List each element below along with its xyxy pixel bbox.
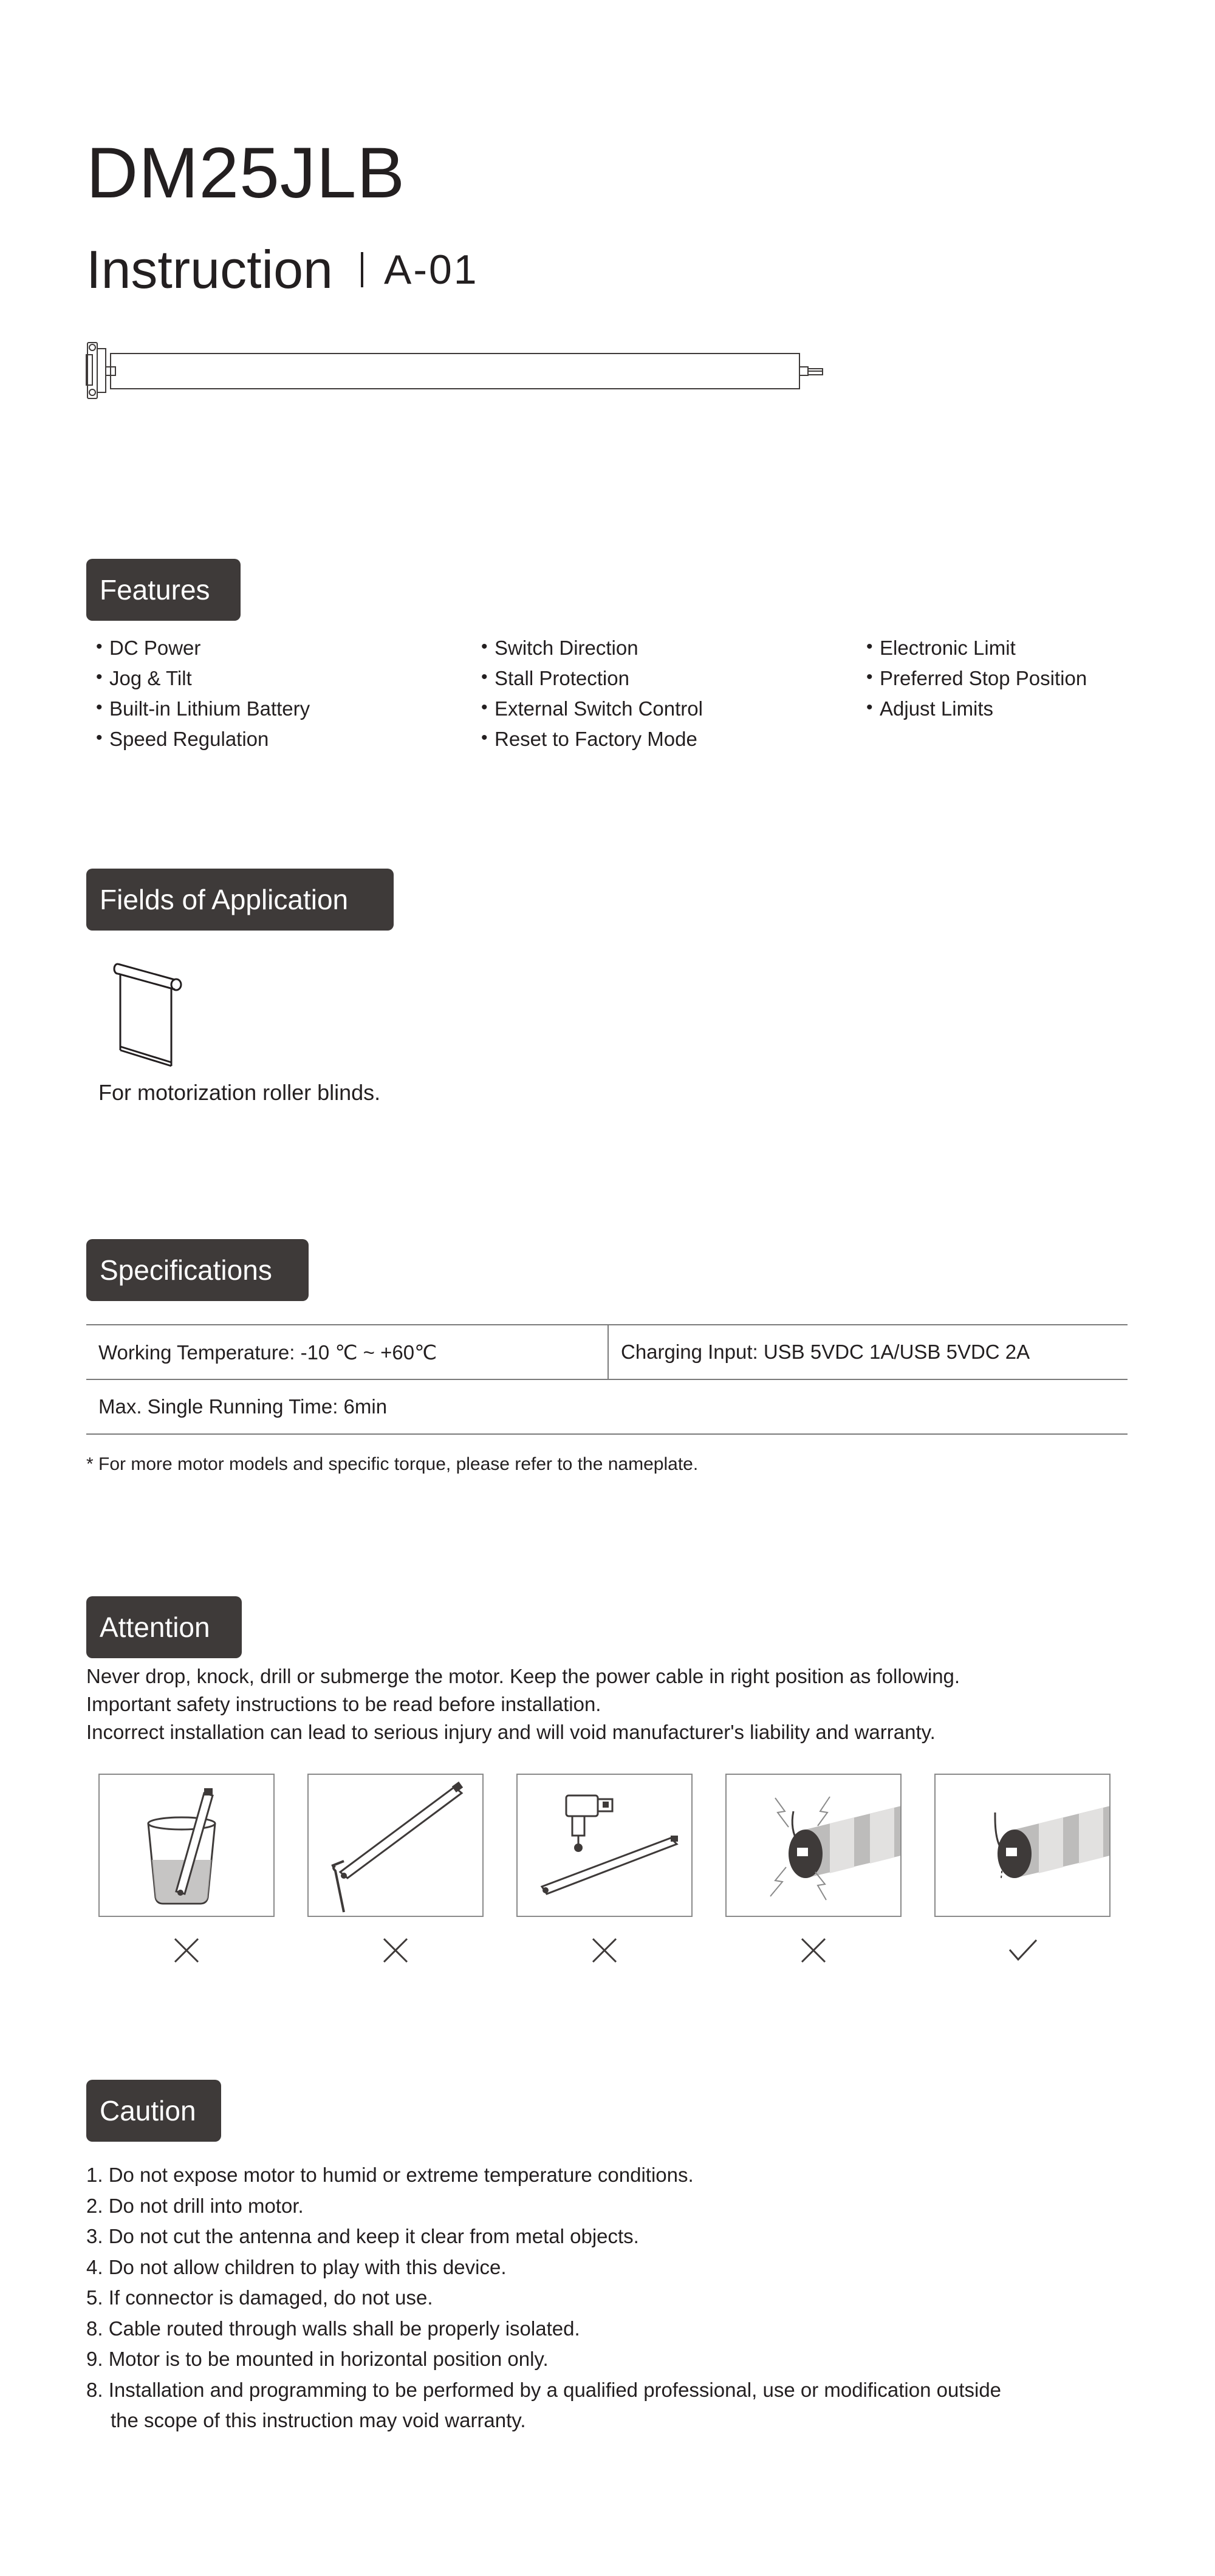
attention-line: Never drop, knock, drill or submerge the motor. Keep the power cable in right position as following. <box>86 1665 960 1687</box>
attention-line: Incorrect installation can lead to serious injury and will void manufacturer's liability and warranty. <box>86 1721 936 1743</box>
spec-row <box>86 1380 1128 1435</box>
caution-item: 1. Do not expose motor to humid or extreme temperature conditions. <box>86 2164 694 2186</box>
correct-image-cable <box>934 1774 1111 1917</box>
drill-icon <box>518 1775 691 1916</box>
caution-item: 3. Do not cut the antenna and keep it clear from metal objects. <box>86 2225 639 2247</box>
features-column-2 <box>481 633 703 754</box>
feature-item: • Reset to Factory Mode <box>481 724 703 754</box>
feature-item: • DC Power <box>96 633 310 663</box>
specifications-table <box>86 1324 1128 1435</box>
caution-item: 5. If connector is damaged, do not use. <box>86 2286 433 2309</box>
feature-item: • Electronic Limit <box>866 633 1087 663</box>
spec-max-running-time: Max. Single Running Time: 6min <box>98 1395 388 1418</box>
spec-footnote: * For more motor models and specific torque, please refer to the nameplate. <box>86 1454 699 1474</box>
feature-item: • Built-in Lithium Battery <box>96 694 310 724</box>
spec-working-temperature: Working Temperature: -10 ℃ ~ +60℃ <box>86 1325 609 1379</box>
feature-item: • External Switch Control <box>481 694 703 724</box>
caution-item-continuation: the scope of this instruction may void warranty. <box>111 2409 526 2431</box>
feature-item: • Preferred Stop Position <box>866 663 1087 694</box>
feature-item: • Switch Direction <box>481 633 703 663</box>
feature-item: • Stall Protection <box>481 663 703 694</box>
application-text: For motorization roller blinds. <box>98 1080 381 1105</box>
roller-blind-icon <box>109 957 188 1072</box>
spec-charging-input: Charging Input: USB 5VDC 1A/USB 5VDC 2A <box>621 1341 1030 1363</box>
model-title: DM25JLB <box>86 133 406 213</box>
cross-mark-icon <box>380 1935 411 1966</box>
instruction-title: Instruction <box>86 239 333 299</box>
specifications-header: Specifications <box>86 1239 309 1301</box>
hammer-knock-icon <box>309 1775 482 1916</box>
feature-item: • Adjust Limits <box>866 694 1087 724</box>
cross-mark-icon <box>171 1935 202 1966</box>
title-divider <box>361 252 363 287</box>
warning-image-cable-wrong <box>725 1774 902 1917</box>
caution-list <box>86 2160 1001 2436</box>
feature-item: • Speed Regulation <box>96 724 310 754</box>
motor-in-water-icon <box>100 1775 273 1916</box>
attention-text <box>86 1662 960 1746</box>
features-column-1 <box>96 633 310 754</box>
features-column-3 <box>866 633 1087 724</box>
cable-correct-position-icon <box>936 1775 1109 1916</box>
caution-item: 4. Do not allow children to play with this device. <box>86 2255 507 2278</box>
caution-item: 8. Cable routed through walls shall be properly isolated. <box>86 2317 580 2340</box>
features-header: Features <box>86 559 241 621</box>
warning-image-hammer <box>307 1774 484 1917</box>
document-code: A-01 <box>383 247 479 293</box>
warning-image-drill <box>516 1774 693 1917</box>
caution-item: 8. Installation and programming to be performed by a qualified professional, use or modification outside <box>86 2378 1002 2401</box>
warning-image-submerge <box>98 1774 275 1917</box>
check-mark-icon <box>1007 1935 1038 1966</box>
instruction-subtitle <box>86 239 479 299</box>
cross-mark-icon <box>589 1935 620 1966</box>
caution-item: 9. Motor is to be mounted in horizontal position only. <box>86 2348 549 2370</box>
attention-line: Important safety instructions to be read before installation. <box>86 1693 601 1715</box>
caution-header: Caution <box>86 2080 221 2142</box>
spec-row <box>86 1325 1128 1380</box>
tubular-motor-illustration <box>84 340 825 401</box>
application-header: Fields of Application <box>86 869 394 931</box>
attention-header: Attention <box>86 1596 242 1658</box>
caution-item: 2. Do not drill into motor. <box>86 2194 304 2217</box>
feature-item: • Jog & Tilt <box>96 663 310 694</box>
cross-mark-icon <box>798 1935 829 1966</box>
cable-wrong-position-icon <box>727 1775 900 1916</box>
